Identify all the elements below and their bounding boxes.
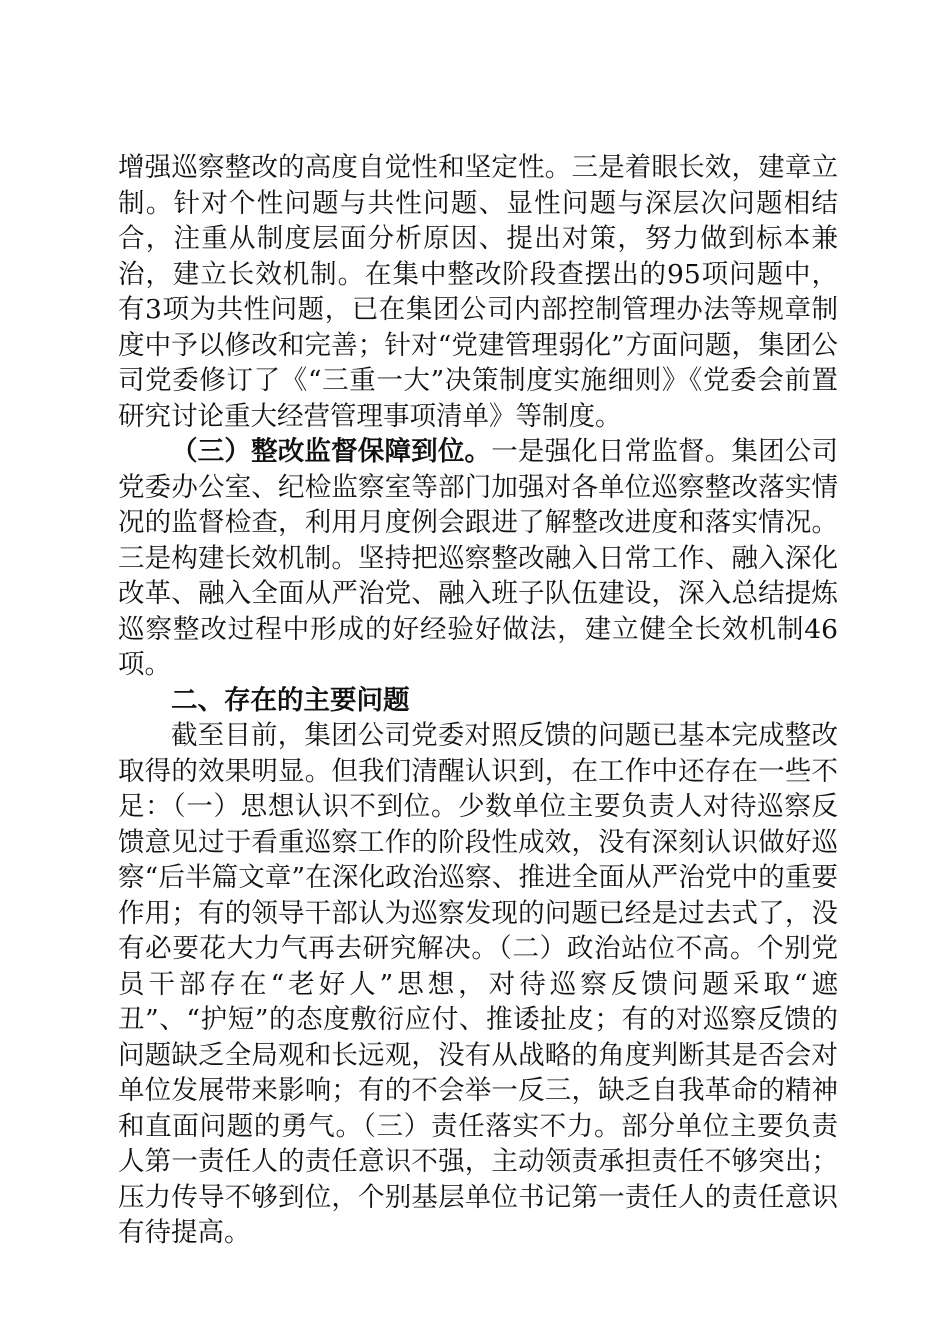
paragraph-lead-supervision: （三）整改监督保障到位。: [171, 436, 492, 467]
paragraph-supervision-guarantee: [118, 434, 838, 683]
section-heading-main-problems: 二、存在的主要问题: [171, 684, 410, 716]
document-body: [118, 150, 838, 1251]
paragraph-rectification-long-term: 增强巡察整改的高度自觉性和坚定性。三是着眼长效，建章立制。针对个性问题与共性问题、显性问题与深层次问题相结合，注重从制度层面分析原因、提出对策，努力做到标本兼治，建立长效机制。在集中整改阶段查摆出的95项问题中，有3项为共性问题，已在集团公司内部控制管理办法等规章制度中予以修改和完善；针对“党建管理弱化”方面问题，集团公司党委修订了《“三重一大”决策制度实施细则》《党委会前置研究讨论重大经营管理事项清单》等制度。: [118, 152, 838, 432]
paragraph-body-supervision: 一是强化日常监督。集团公司党委办公室、纪检监察室等部门加强对各单位巡察整改落实情况的监督检查，利用月度例会跟进了解整改进度和落实情况。三是构建长效机制。坚持把巡察整改融入日常工作、融入深化改革、融入全面从严治党、融入班子队伍建设，深入总结提炼巡察整改过程中形成的好经验好做法，建立健全长效机制46项。: [118, 436, 838, 680]
paragraph-main-problems: 截至目前，集团公司党委对照反馈的问题已基本完成整改取得的效果明显。但我们清醒认识到，在工作中还存在一些不足：（一）思想认识不到位。少数单位主要负责人对待巡察反馈意见过于看重巡察工作的阶段性成效，没有深刻认识做好巡察“后半篇文章”在深化政治巡察、推进全面从严治党中的重要作用；有的领导干部认为巡察发现的问题已经是过去式了，没有必要花大力气再去研究解决。（二）政治站位不高。个别党员干部存在“老好人”思想，对待巡察反馈问题采取“遮丑”、“护短”的态度敷衍应付、推诿扯皮；有的对巡察反馈的问题缺乏全局观和长远观，没有从战略的角度判断其是否会对单位发展带来影响；有的不会举一反三，缺乏自我革命的精神和直面问题的勇气。（三）责任落实不力。部分单位主要负责人第一责任人的责任意识不强，主动领责承担责任不够突出；压力传导不够到位，个别基层单位书记第一责任人的责任意识有待提高。: [118, 720, 838, 1248]
